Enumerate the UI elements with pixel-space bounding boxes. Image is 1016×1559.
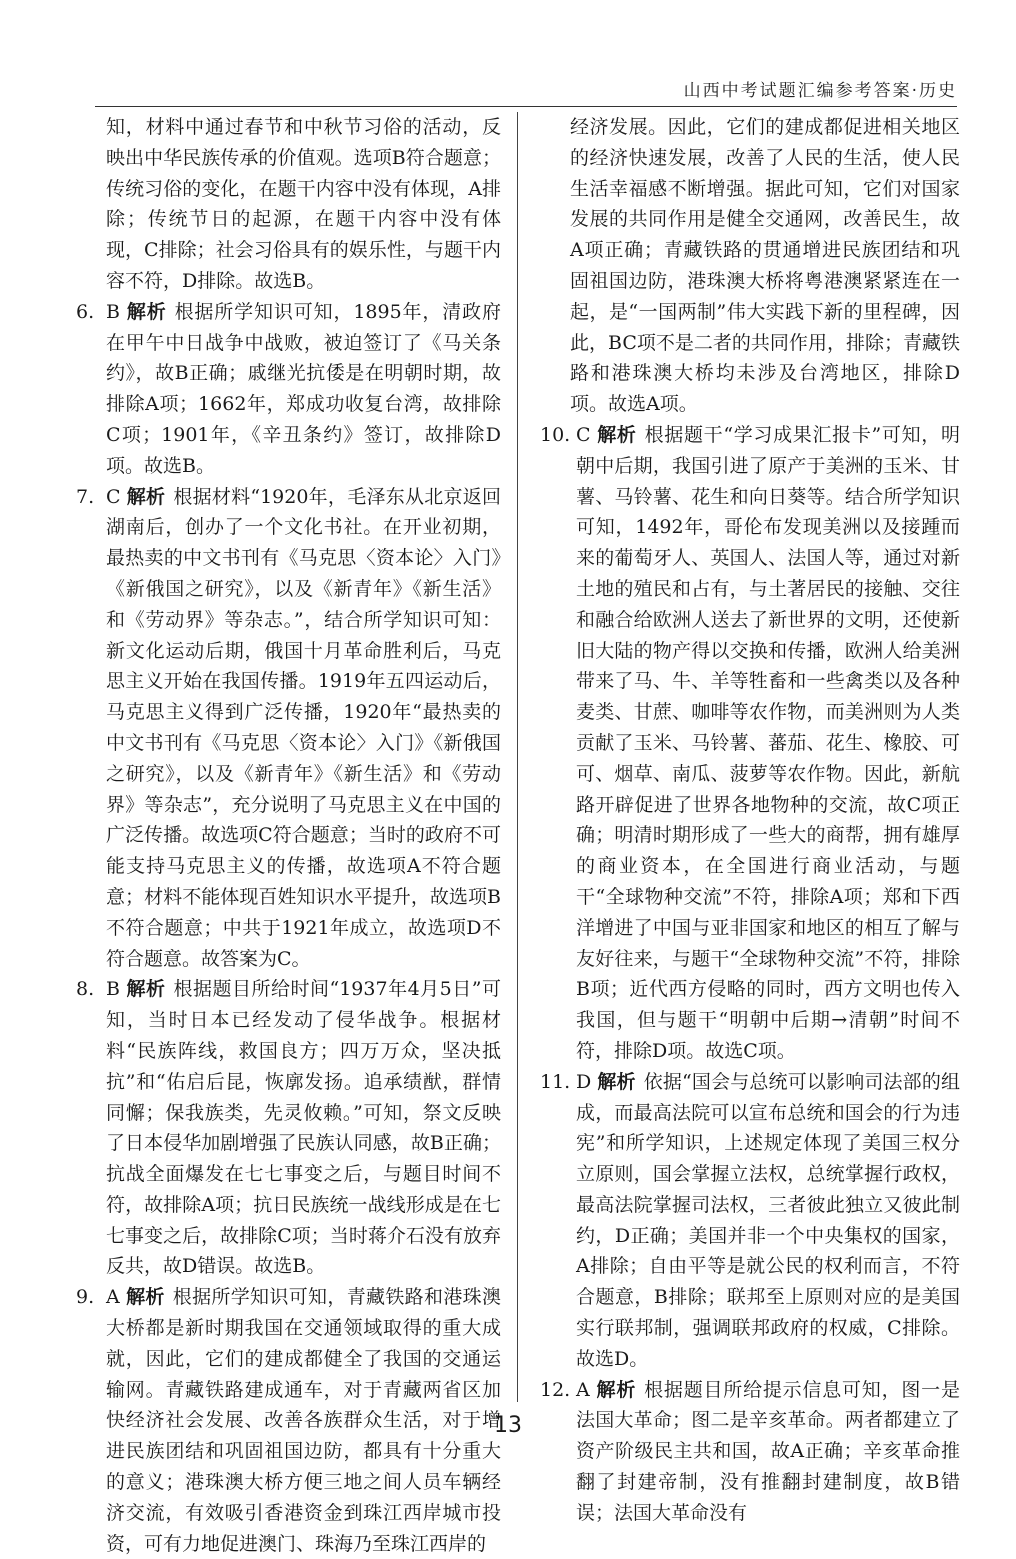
item-text: 根据题目所给提示信息可知，图一是法国大革命；图二是辛亥革命。两者都建立了资产阶级民主共和国，故A正确；辛亥革命推翻了封建帝制，没有推翻封建制度，故B错误；法国大革命没有 bbox=[576, 1378, 960, 1524]
item-number: 8. bbox=[76, 978, 95, 1001]
answer-item-8 bbox=[76, 974, 501, 1282]
column-divider bbox=[517, 112, 518, 1402]
answer-item-12 bbox=[540, 1375, 960, 1529]
item-answer: C bbox=[576, 423, 591, 446]
item-text: 根据题干“学习成果汇报卡”可知，明朝中后期，我国引进了原产于美洲的玉米、甘薯、马铃薯、花生和向日葵等。结合所学知识可知，1492年，哥伦布发现美洲以及接踵而来的葡萄牙人、英国人、法国人等，通过对新土地的殖民和占有，与土著居民的接触、交往和融合给欧洲人送去了新世界的文明，还使新旧大陆的物产得以交换和传播，欧洲人给美洲带来了马、牛、羊等牲畜和一些禽类以及各种麦类、甘蔗、咖啡等农作物，而美洲则为人类贡献了玉米、马铃薯、蕃茄、花生、橡胶、可可、烟草、南瓜、菠萝等农作物。因此，新航路开辟促进了世界各地物种的交流，故C项正确；明清时期形成了一些大的商帮，拥有雄厚的商业资本，在全国进行商业活动，与题干“全球物种交流”不符，排除A项；郑和下西洋增进了中国与亚非国家和地区的相互了解与友好往来，与题干“全球物种交流”不符，排除B项；近代西方侵略的同时，西方文明也传入我国，但与题干“明朝中后期→清朝”时间不符，排除D项。故选C项。 bbox=[576, 423, 960, 1062]
analysis-tag: 解析 bbox=[125, 978, 166, 1001]
item-answer: C bbox=[106, 485, 121, 508]
item-number: 11. bbox=[540, 1070, 571, 1093]
item-text: 依据“国会与总统可以影响司法部的组成，而最高法院可以宣布总统和国会的行为违宪”和所学知识，上述规定体现了美国三权分立原则，国会掌握立法权，总统掌握行政权，最高法院掌握司法权，三者彼此独立又彼此制约，D正确；美国并非一个中央集权的国家，A排除；自由平等是就公民的权利而言，不符合题意，B排除；联邦至上原则对应的是美国实行联邦制，强调联邦政府的权威，C排除。故选D。 bbox=[576, 1070, 960, 1370]
continuation-text: 经济发展。因此，它们的建成都促进相关地区的经济快速发展，改善了人民的生活，使人民生活幸福感不断增强。据此可知，它们对国家发展的共同作用是健全交通网，改善民生，故A项正确；青藏铁路的贯通增进民族团结和巩固祖国边防，港珠澳大桥将粤港澳紧紧连在一起，是“一国两制”伟大实践下新的里程碑，因此，BC项不是二者的共同作用，排除；青藏铁路和港珠澳大桥均未涉及台湾地区，排除D项。故选A项。 bbox=[570, 116, 960, 416]
item-number: 10. bbox=[540, 423, 571, 446]
right-column bbox=[540, 112, 960, 1529]
item-number: 12. bbox=[540, 1378, 571, 1401]
item-answer: D bbox=[576, 1070, 592, 1093]
item-answer: A bbox=[576, 1378, 590, 1401]
analysis-tag: 解析 bbox=[596, 423, 637, 446]
left-column bbox=[76, 112, 501, 1559]
answer-item-6 bbox=[76, 297, 501, 482]
item-number: 7. bbox=[76, 485, 95, 508]
analysis-tag: 解析 bbox=[125, 1286, 165, 1309]
analysis-tag: 解析 bbox=[126, 485, 166, 508]
answer-item-11 bbox=[540, 1067, 960, 1375]
item-text: 根据题目所给时间“1937年4月5日”可知，当时日本已经发动了侵华战争。根据材料“民族阵线，救国良方；四万万众，坚决抵抗”和“佑启后昆，恢廓发扬。追承绩猷，群情同懈；保我族类，先灵攸赖。”可知，祭文反映了日本侵华加剧增强了民族认同感，故B正确；抗战全面爆发在七七事变之后，与题目时间不符，故排除A项；抗日民族统一战线形成是在七七事变之后，故排除C项；当时蒋介石没有放弃反共，故D错误。故选B。 bbox=[106, 978, 501, 1278]
answer-item-7 bbox=[76, 482, 501, 975]
answer-item-10 bbox=[540, 420, 960, 1067]
header-title: 山西中考试题汇编参考答案·历史 bbox=[683, 81, 957, 101]
analysis-tag: 解析 bbox=[595, 1378, 637, 1401]
item-answer: A bbox=[106, 1286, 120, 1309]
analysis-tag: 解析 bbox=[125, 300, 167, 323]
item-answer: B bbox=[106, 300, 120, 323]
item-answer: B bbox=[106, 978, 120, 1001]
item-number: 6. bbox=[76, 300, 95, 323]
page-header bbox=[95, 76, 957, 107]
item-text: 根据材料“1920年，毛泽东从北京返回湖南后，创办了一个文化书社。在开业初期，最热卖的中文书刊有《马克思〈资本论〉入门》《新俄国之研究》，以及《新青年》《新生活》和《劳动界》等杂志。”，结合所学知识可知：新文化运动后期，俄国十月革命胜利后，马克思主义开始在我国传播。1919年五四运动后，马克思主义得到广泛传播，1920年“最热卖的中文书刊有《马克思〈资本论〉入门》《新俄国之研究》，以及《新青年》《新生活》和《劳动界》等杂志”，充分说明了马克思主义在中国的广泛传播。故选项C符合题意；当时的政府不可能支持马克思主义的传播，故选项A不符合题意；材料不能体现百姓知识水平提升，故选项B不符合题意；中共于1921年成立，故选项D不符合题意。故答案为C。 bbox=[106, 485, 501, 970]
continuation-text: 知，材料中通过春节和中秋节习俗的活动，反映出中华民族传承的价值观。选项B符合题意；传统习俗的变化，在题干内容中没有体现，A排除；传统节日的起源，在题干内容中没有体现，C排除；社会习俗具有的娱乐性，与题干内容不符，D排除。故选B。 bbox=[106, 116, 501, 292]
analysis-tag: 解析 bbox=[597, 1070, 636, 1093]
item-text: 根据所学知识可知，青藏铁路和港珠澳大桥都是新时期我国在交通领域取得的重大成就，因此，它们的建成都健全了我国的交通运输网。青藏铁路建成通车，对于青藏两省区加快经济社会发展、改善各族群众生活，对于增进民族团结和巩固祖国边防，都具有十分重大的意义；港珠澳大桥方便三地之间人员车辆经济交流，有效吸引香港资金到珠江西岸城市投资，可有力地促进澳门、珠海乃至珠江西岸的 bbox=[106, 1286, 501, 1555]
item-number: 9. bbox=[76, 1286, 95, 1309]
page-number: 13 bbox=[494, 1413, 522, 1438]
item-text: 根据所学知识可知，1895年，清政府在甲午中日战争中战败，被迫签订了《马关条约》，故B正确；戚继光抗倭是在明朝时期，故排除A项；1662年，郑成功收复台湾，故排除C项；1901年，《辛丑条约》签订，故排除D项。故选B。 bbox=[106, 300, 501, 477]
